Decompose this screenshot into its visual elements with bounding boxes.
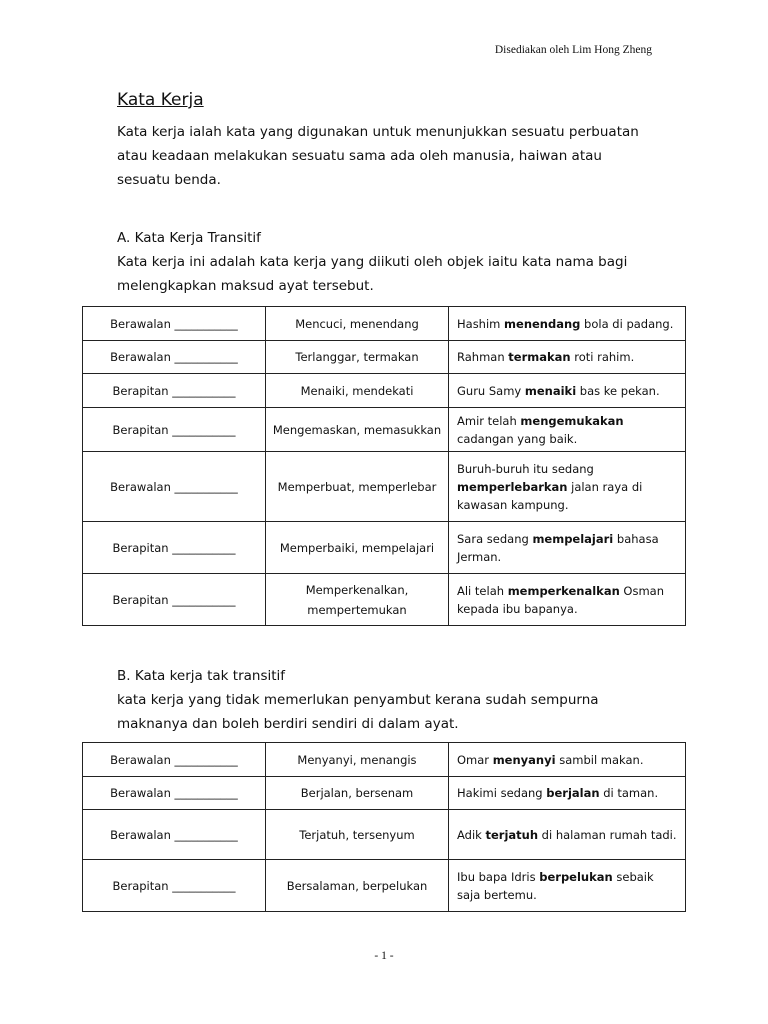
sentence-start: Omar <box>457 752 493 767</box>
sentence-start: Hashim <box>457 316 505 331</box>
page-number: - 1 - <box>374 950 394 962</box>
page-header-author: Disediakan oleh Lim Hong Zheng <box>494 44 652 56</box>
table-row <box>83 522 686 574</box>
sentence-verb: mempelajari <box>532 531 614 546</box>
affix-cell: Berapitan ___________ <box>83 574 266 626</box>
table-row <box>83 743 686 777</box>
example-sentence-cell <box>449 574 686 626</box>
sentence-start: Sara sedang <box>457 531 533 546</box>
table-row <box>83 574 686 626</box>
sentence-start: Adik <box>457 827 486 842</box>
sentence-end: di taman. <box>599 786 659 800</box>
sentence-start: Amir telah <box>457 413 521 428</box>
section-a-description: Kata kerja ini adalah kata kerja yang diikuti oleh objek iaitu kata nama bagi melengkapkan maksud ayat tersebut. <box>117 254 628 294</box>
sentence-end: cadangan yang baik. <box>457 431 578 446</box>
example-sentence-cell <box>449 408 686 452</box>
table-row <box>83 408 686 452</box>
sentence-end: bola di padang. <box>580 316 674 331</box>
sentence-verb: berpelukan <box>539 869 613 884</box>
affix-cell: Berawalan ___________ <box>83 810 266 860</box>
sentence-end: jalan raya di kawasan kampung. <box>457 479 643 512</box>
sentence-start: Buruh-buruh itu sedang <box>457 461 594 476</box>
example-sentence-cell <box>449 810 686 860</box>
example-sentence-cell <box>449 452 686 522</box>
table-row <box>83 307 686 341</box>
sentence-end: Osman kepada ibu bapanya. <box>457 583 665 616</box>
example-words-cell: Memperkenalkan, mempertemukan <box>266 574 449 626</box>
section-a-table <box>82 306 686 626</box>
affix-cell: Berapitan ___________ <box>83 522 266 574</box>
table-row <box>83 810 686 860</box>
affix-cell: Berapitan ___________ <box>83 408 266 452</box>
sentence-verb: termakan <box>508 350 571 364</box>
example-words-cell: Mengemaskan, memasukkan <box>266 408 449 452</box>
example-words-cell: Terjatuh, tersenyum <box>266 810 449 860</box>
section-b-title: B. Kata kerja tak transitif <box>117 668 286 684</box>
example-sentence-cell <box>449 743 686 777</box>
table-row <box>83 452 686 522</box>
sentence-start: Guru Samy <box>457 383 525 398</box>
affix-cell: Berawalan ___________ <box>83 743 266 777</box>
intro-paragraph: Kata kerja ialah kata yang digunakan untuk menunjukkan sesuatu perbuatan atau keadaan melakukan sesuatu sama ada oleh manusia, haiwan atau sesuatu benda. <box>117 124 639 188</box>
page-title: Kata Kerja <box>117 90 204 110</box>
sentence-verb: terjatuh <box>485 827 539 842</box>
sentence-verb: menyanyi <box>492 752 556 767</box>
table-row <box>83 860 686 912</box>
affix-cell: Berawalan ___________ <box>83 307 266 341</box>
example-sentence-cell <box>449 307 686 341</box>
sentence-verb: mengemukakan <box>520 413 624 428</box>
example-words-cell: Menyanyi, menangis <box>266 743 449 777</box>
sentence-end: bahasa Jerman. <box>457 531 659 564</box>
example-words-cell: Memperbuat, memperlebar <box>266 452 449 522</box>
sentence-verb: memperlebarkan <box>457 479 568 494</box>
table-row <box>83 341 686 374</box>
sentence-verb: memperkenalkan <box>507 583 620 598</box>
example-words-cell: Berjalan, bersenam <box>266 777 449 810</box>
sentence-end: roti rahim. <box>570 350 635 364</box>
section-a-title: A. Kata Kerja Transitif <box>117 230 261 246</box>
example-words-cell: Bersalaman, berpelukan <box>266 860 449 912</box>
affix-cell: Berawalan ___________ <box>83 341 266 374</box>
sentence-start: Ibu bapa Idris <box>457 869 540 884</box>
table-row <box>83 777 686 810</box>
example-sentence-cell <box>449 374 686 408</box>
example-words-cell: Memperbaiki, mempelajari <box>266 522 449 574</box>
sentence-start: Ali telah <box>457 583 508 598</box>
sentence-verb: berjalan <box>546 786 600 800</box>
sentence-end: sebaik saja bertemu. <box>457 869 654 902</box>
affix-cell: Berapitan ___________ <box>83 860 266 912</box>
sentence-start: Rahman <box>457 350 509 364</box>
example-sentence-cell <box>449 860 686 912</box>
table-row <box>83 374 686 408</box>
sentence-verb: menendang <box>504 316 581 331</box>
example-words-cell: Menaiki, mendekati <box>266 374 449 408</box>
affix-cell: Berawalan ___________ <box>83 777 266 810</box>
example-sentence-cell <box>449 522 686 574</box>
example-sentence-cell <box>449 341 686 374</box>
section-b-description: kata kerja yang tidak memerlukan penyambut kerana sudah sempurna maknanya dan boleh berdiri sendiri di dalam ayat. <box>117 692 599 732</box>
affix-cell: Berapitan ___________ <box>83 374 266 408</box>
sentence-end: di halaman rumah tadi. <box>538 827 677 842</box>
example-words-cell: Mencuci, menendang <box>266 307 449 341</box>
sentence-start: Hakimi sedang <box>457 786 547 800</box>
sentence-verb: menaiki <box>524 383 577 398</box>
sentence-end: sambil makan. <box>555 752 644 767</box>
affix-cell: Berawalan ___________ <box>83 452 266 522</box>
example-sentence-cell <box>449 777 686 810</box>
sentence-end: bas ke pekan. <box>576 383 660 398</box>
section-b-table <box>82 742 686 912</box>
example-words-cell: Terlanggar, termakan <box>266 341 449 374</box>
